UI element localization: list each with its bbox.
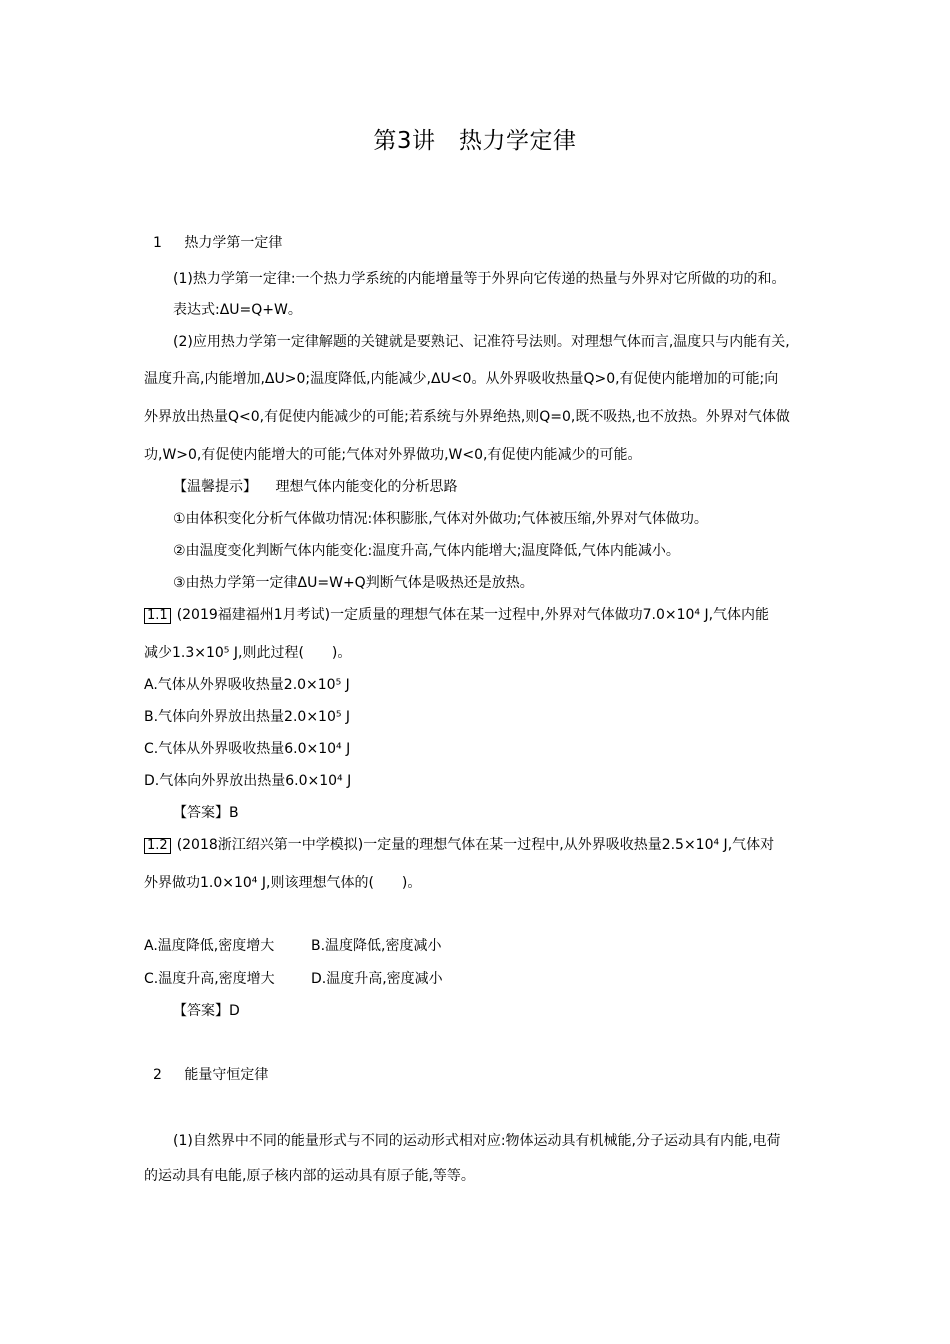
question-stem-line: (2018浙江绍兴第一中学模拟)一定量的理想气体在某一过程中,从外界吸收热量2.5×10⁴ J,气体对 bbox=[176, 837, 775, 853]
question-stem-line: 减少1.3×10⁵ J,则此过程( )。 bbox=[144, 645, 352, 661]
question-number-box: 1.1 bbox=[144, 608, 171, 624]
answer-value: D bbox=[229, 1003, 240, 1019]
tip-label: 【温馨提示】 bbox=[173, 479, 257, 495]
answer-value: B bbox=[229, 805, 239, 821]
option-b: B.气体向外界放出热量2.0×10⁵ J bbox=[144, 709, 351, 725]
question-1-1-stem bbox=[144, 604, 769, 624]
paragraph-line: (1)热力学第一定律:一个热力学系统的内能增量等于外界向它传递的热量与外界对它所做的功的和。 bbox=[173, 271, 786, 287]
section-number: 1 bbox=[153, 235, 162, 251]
option-a: A.气体从外界吸收热量2.0×10⁵ J bbox=[144, 677, 350, 693]
option-c: C.气体从外界吸收热量6.0×10⁴ J bbox=[144, 741, 351, 757]
question-1-2-stem bbox=[144, 834, 774, 854]
section-number: 2 bbox=[153, 1067, 162, 1083]
paragraph-line: 外界放出热量Q<0,有促使内能减少的可能;若系统与外界绝热,则Q=0,既不吸热,也不放热。外界对气体做 bbox=[144, 409, 790, 425]
tip-item: ①由体积变化分析气体做功情况:体积膨胀,气体对外做功;气体被压缩,外界对气体做功。 bbox=[173, 511, 708, 527]
paragraph-line: 表达式:ΔU=Q+W。 bbox=[173, 302, 302, 318]
section-title: 能量守恒定律 bbox=[184, 1067, 269, 1083]
section-1-heading bbox=[153, 232, 282, 252]
question-number-box: 1.2 bbox=[144, 838, 171, 854]
answer-line bbox=[173, 802, 239, 822]
answer-line bbox=[173, 1000, 240, 1020]
option-c: C.温度升高,密度增大 bbox=[144, 971, 275, 987]
tip-heading bbox=[173, 476, 457, 496]
paragraph-line: 功,W>0,有促使内能增大的可能;气体对外界做功,W<0,有促使内能减少的可能。 bbox=[144, 447, 642, 463]
answer-label: 【答案】 bbox=[173, 805, 229, 821]
tip-item: ③由热力学第一定律ΔU=W+Q判断气体是吸热还是放热。 bbox=[173, 575, 534, 591]
section-2-heading bbox=[153, 1064, 268, 1084]
tip-title: 理想气体内能变化的分析思路 bbox=[275, 479, 458, 495]
option-d: D.气体向外界放出热量6.0×10⁴ J bbox=[144, 773, 352, 789]
paragraph-line: 的运动具有电能,原子核内部的运动具有原子能,等等。 bbox=[144, 1168, 475, 1184]
question-stem-line: (2019福建福州1月考试)一定质量的理想气体在某一过程中,外界对气体做功7.0×10⁴ J,气体内能 bbox=[176, 607, 770, 623]
paragraph-line: (2)应用热力学第一定律解题的关键就是要熟记、记准符号法则。对理想气体而言,温度只与内能有关, bbox=[173, 334, 790, 350]
option-a: A.温度降低,密度增大 bbox=[144, 938, 275, 954]
section-title: 热力学第一定律 bbox=[184, 235, 283, 251]
answer-label: 【答案】 bbox=[173, 1003, 229, 1019]
paragraph-line: (1)自然界中不同的能量形式与不同的运动形式相对应:物体运动具有机械能,分子运动具有内能,电荷 bbox=[173, 1133, 781, 1149]
page-title: 第3讲 热力学定律 bbox=[373, 128, 577, 154]
option-d: D.温度升高,密度减小 bbox=[311, 971, 443, 987]
paragraph-line: 温度升高,内能增加,ΔU>0;温度降低,内能减少,ΔU<0。从外界吸收热量Q>0,有促使内能增加的可能;向 bbox=[144, 371, 779, 387]
tip-item: ②由温度变化判断气体内能变化:温度升高,气体内能增大;温度降低,气体内能减小。 bbox=[173, 543, 680, 559]
question-stem-line: 外界做功1.0×10⁴ J,则该理想气体的( )。 bbox=[144, 875, 422, 891]
option-b: B.温度降低,密度减小 bbox=[311, 938, 442, 954]
